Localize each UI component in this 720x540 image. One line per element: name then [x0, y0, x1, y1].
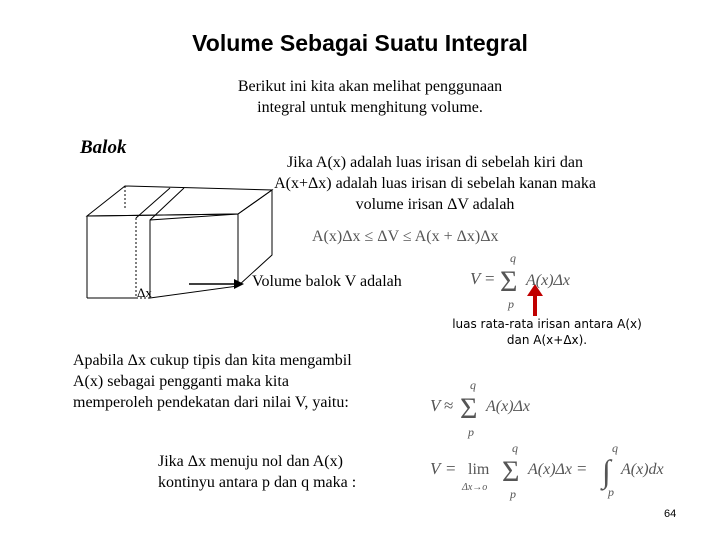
- approx-lower: p: [468, 425, 474, 439]
- balok-label: Balok: [80, 137, 127, 158]
- approximation-formula: [430, 378, 530, 439]
- lim-sigma: Σ: [502, 455, 520, 488]
- limit-line-1: Jika Δx menuju nol dan A(x): [158, 453, 343, 470]
- volume-balok-text: Volume balok V adalah: [252, 273, 402, 290]
- slide-title: Volume Sebagai Suatu Integral: [192, 30, 528, 56]
- integral-eq: =: [577, 459, 587, 478]
- intro-line-2: integral untuk menghitung volume.: [257, 99, 483, 116]
- formula-v: V: [470, 269, 481, 288]
- box-top-face: [87, 186, 272, 216]
- cross-section-line-2: A(x+Δx) adalah luas irisan di sebelah kanan maka: [274, 175, 596, 192]
- integral-upper: q: [612, 441, 618, 455]
- approx-v: V: [430, 396, 441, 415]
- approximation-line-3: memperoleh pendekatan dari nilai V, yaitu:: [73, 394, 349, 411]
- lim-upper: q: [512, 441, 518, 455]
- slice-top-left: [136, 188, 170, 218]
- approx-sigma: Σ: [460, 392, 478, 425]
- inequality-formula: A(x)Δx ≤ ΔV ≤ A(x + Δx)Δx: [312, 228, 499, 245]
- cross-section-line-1: Jika A(x) adalah luas irisan di sebelah kiri dan: [287, 154, 583, 171]
- limit-integral-formula: [430, 441, 664, 501]
- sum-sigma: Σ: [500, 265, 518, 298]
- approximation-line-2: A(x) sebagai pengganti maka kita: [73, 373, 289, 390]
- right-arrow: [189, 279, 244, 289]
- sum-lower: p: [508, 297, 514, 311]
- box-front-face: [150, 214, 238, 298]
- approx-upper: q: [470, 378, 476, 392]
- approx-sign: ≈: [444, 396, 454, 415]
- box-diagram: [87, 186, 272, 298]
- formula-eq: =: [485, 269, 495, 288]
- intro-line-1: Berikut ini kita akan melihat penggunaan: [237, 78, 503, 95]
- delta-x-label: Δx: [137, 285, 152, 300]
- integral-integrand: A(x)dx: [621, 461, 664, 478]
- limit-line-2: kontinyu antara p dan q maka :: [158, 474, 357, 491]
- sum-upper: q: [510, 251, 516, 265]
- box-right-face: [238, 190, 272, 286]
- note-line-1: luas rata-rata irisan antara A(x): [452, 317, 642, 331]
- lim-word: lim: [468, 461, 490, 478]
- approx-summand: A(x)Δx: [486, 398, 531, 415]
- sum-summand: A(x)Δx: [526, 272, 571, 289]
- note-line-2: dan A(x+Δx).: [506, 333, 588, 347]
- lim-subscript: Δx→o: [462, 482, 488, 493]
- approximation-line-1: Apabila Δx cukup tipis dan kita mengambil: [73, 352, 352, 369]
- integral-sign: ∫: [602, 453, 611, 489]
- lim-eq: =: [446, 459, 456, 478]
- lim-lower: p: [510, 487, 516, 501]
- volume-sum-formula: [470, 251, 570, 311]
- page-number: 64: [664, 508, 677, 520]
- lim-summand: A(x)Δx: [528, 461, 573, 478]
- cross-section-line-3: volume irisan ΔV adalah: [355, 196, 515, 213]
- integral-lower: p: [608, 485, 614, 499]
- lim-v: V: [430, 459, 441, 478]
